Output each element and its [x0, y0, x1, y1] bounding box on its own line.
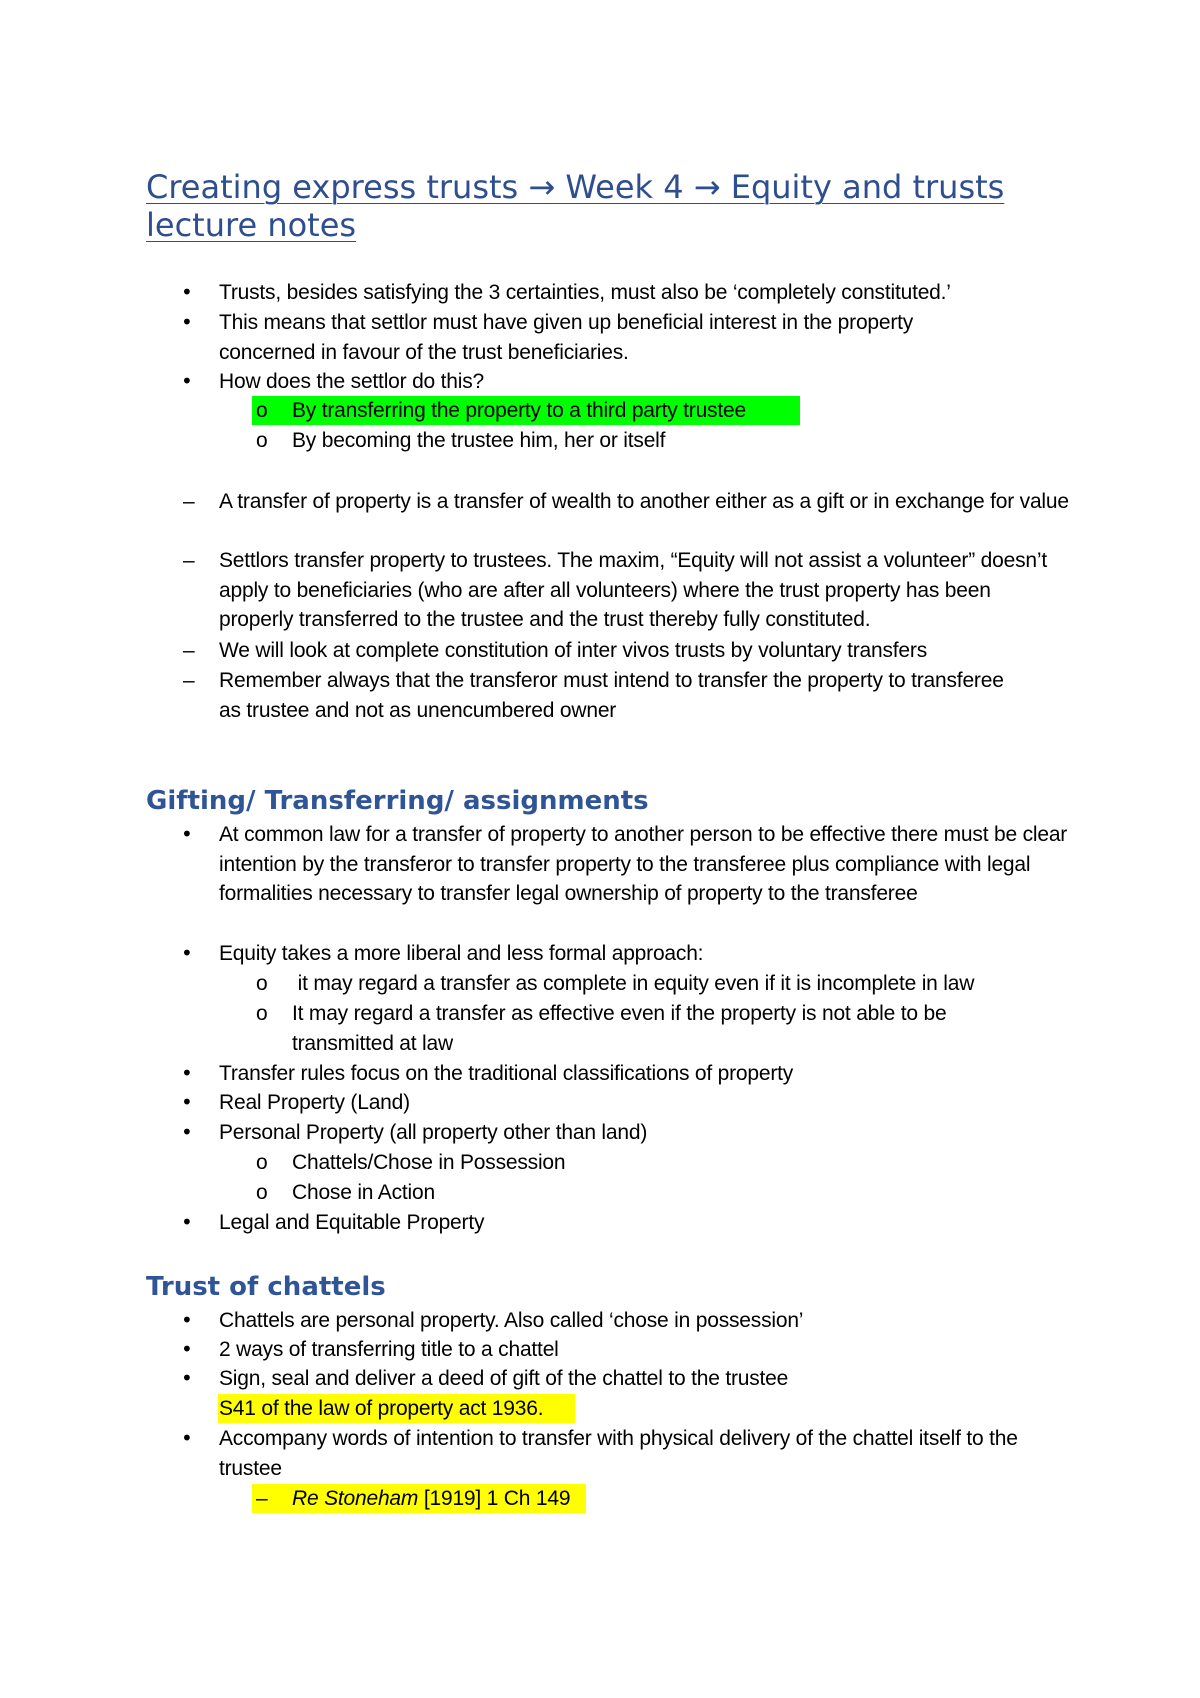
list-item-text: At common law for a transfer of property to another person to be effective there must be clear intention by the transferor to transfer property to the transferee plus compliance with legal formalities necessary to transfer legal ownership of property to the transferee [219, 823, 1068, 905]
bullet-marker: • [181, 1308, 193, 1332]
case-name: Re Stoneham [292, 1487, 419, 1510]
page-title: Creating express trusts → Week 4 → Equity and trusts lecture notes [146, 168, 1005, 244]
sub-bullet-marker: o [256, 1151, 268, 1174]
case-text [292, 1484, 1072, 1514]
list-item-text: Transfer rules focus on the traditional classifications of property [219, 1062, 794, 1085]
sub-bullet-marker: o [256, 399, 268, 422]
dash-marker: – [183, 490, 195, 513]
list-item-text: Accompany words of intention to transfer with physical delivery of the chattel itself to the trustee [219, 1427, 1018, 1480]
list-item-text: 2 ways of transferring title to a chattel [219, 1338, 559, 1361]
dash-marker: – [183, 669, 195, 692]
case-citation-text: [1919] 1 Ch 149 [418, 1487, 571, 1510]
list-item-text: Legal and Equitable Property [219, 1211, 485, 1234]
list-item-text: Sign, seal and deliver a deed of gift of the chattel to the trustee [219, 1367, 789, 1390]
dash-list-item-text: Remember always that the transferor must intend to transfer the property to transferee as trustee and not as unencumbered owner [219, 669, 1004, 722]
dash-marker: – [183, 549, 195, 572]
dash-list-item-text: We will look at complete constitution of inter vivos trusts by voluntary transfers [219, 639, 928, 662]
sub-list-item-text: it may regard a transfer as complete in equity even if it is incomplete in law [292, 972, 975, 995]
dash-marker: – [183, 639, 195, 662]
section-heading-gifting: Gifting/ Transferring/ assignments [146, 786, 649, 816]
list-item-text: Personal Property (all property other than land) [219, 1121, 648, 1144]
bullet-marker: • [181, 1090, 193, 1114]
list-item-text: Equity takes a more liberal and less formal approach: [219, 942, 704, 965]
list-item-text: This means that settlor must have given up beneficial interest in the property concerned in favour of the trust beneficiaries. [219, 311, 914, 364]
sub-bullet-marker: o [256, 1002, 268, 1025]
list-item-text: Trusts, besides satisfying the 3 certainties, must also be ‘completely constituted.’ [219, 281, 951, 304]
section-heading-chattels: Trust of chattels [146, 1272, 386, 1302]
sub-bullet-marker: o [256, 429, 268, 452]
list-item-text: How does the settlor do this? [219, 370, 485, 393]
sub-list-item-text: Chattels/Chose in Possession [292, 1151, 566, 1174]
sub-bullet-marker: o [256, 1181, 268, 1204]
sub-list-item-text: It may regard a transfer as effective even if the property is not able to be transmitted at law [292, 1002, 947, 1055]
bullet-marker: • [181, 1337, 193, 1361]
sub-list-item-text: By transferring the property to a third party trustee [292, 399, 746, 422]
bullet-marker: • [181, 1366, 193, 1390]
bullet-marker: • [181, 822, 193, 846]
list-item-text: Chattels are personal property. Also called ‘chose in possession’ [219, 1309, 804, 1332]
dash-list-item-text: Settlors transfer property to trustees. The maxim, “Equity will not assist a volunteer” doesn’t apply to beneficiaries (who are after all volunteers) where the trust property has been properly transferred to the trustee and the trust thereby fully constituted. [219, 549, 1047, 631]
bullet-marker: • [181, 310, 193, 334]
bullet-marker: • [181, 1061, 193, 1085]
sub-bullet-marker: o [256, 972, 268, 995]
sub-list-item-text: By becoming the trustee him, her or itself [292, 429, 666, 452]
bullet-marker: • [181, 941, 193, 965]
sub-list-item-text: Chose in Action [292, 1181, 435, 1204]
dash-list-item-text: A transfer of property is a transfer of wealth to another either as a gift or in exchange for value [219, 490, 1069, 513]
list-item-text: Real Property (Land) [219, 1091, 410, 1114]
bullet-marker: • [181, 1120, 193, 1144]
bullet-marker: • [181, 1210, 193, 1234]
bullet-marker: • [181, 280, 193, 304]
dash-marker: – [256, 1487, 268, 1510]
bullet-marker: • [181, 369, 193, 393]
bullet-marker: • [181, 1426, 193, 1450]
statute-text: S41 of the law of property act 1936. [219, 1397, 544, 1420]
